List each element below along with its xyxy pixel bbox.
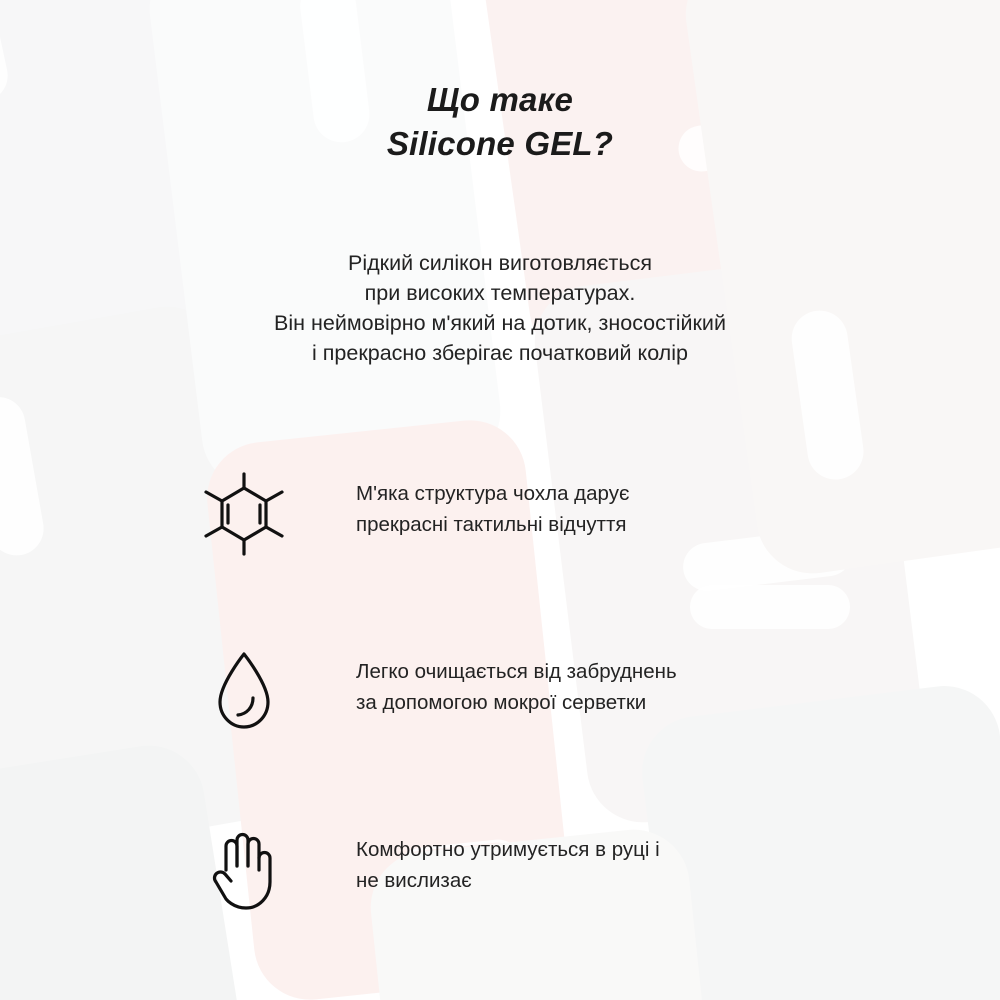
feature-line-1: Комфортно утримується в руці і [356,838,660,861]
molecule-icon [196,466,292,562]
feature-list [196,466,876,962]
feature-item [196,822,876,962]
title-line-2: Silicone GEL? [386,125,614,162]
feature-line-1: М'яка структура чохла дарує [356,482,630,505]
feature-text [356,466,629,540]
intro-paragraph [0,248,1000,368]
intro-line-1: Рідкий силікон виготовляється [348,251,652,275]
feature-line-2: прекрасні тактильні відчуття [356,513,627,536]
water-drop-icon [196,644,292,740]
page-title [0,78,1000,166]
intro-line-2: при високих температурах. [364,281,636,305]
title-line-1: Що таке [426,81,574,118]
hand-icon [196,822,292,918]
feature-line-1: Легко очищається від забруднень [356,660,677,683]
feature-line-2: не вислизає [356,869,472,892]
intro-line-4: і прекрасно зберігає початковий колір [312,341,688,365]
intro-line-3: Він неймовірно м'який на дотик, зносостійкий [274,311,726,335]
feature-item [196,644,876,822]
feature-line-2: за допомогою мокрої серветки [356,691,647,714]
feature-item [196,466,876,644]
feature-text [356,644,677,718]
feature-text [356,822,660,896]
